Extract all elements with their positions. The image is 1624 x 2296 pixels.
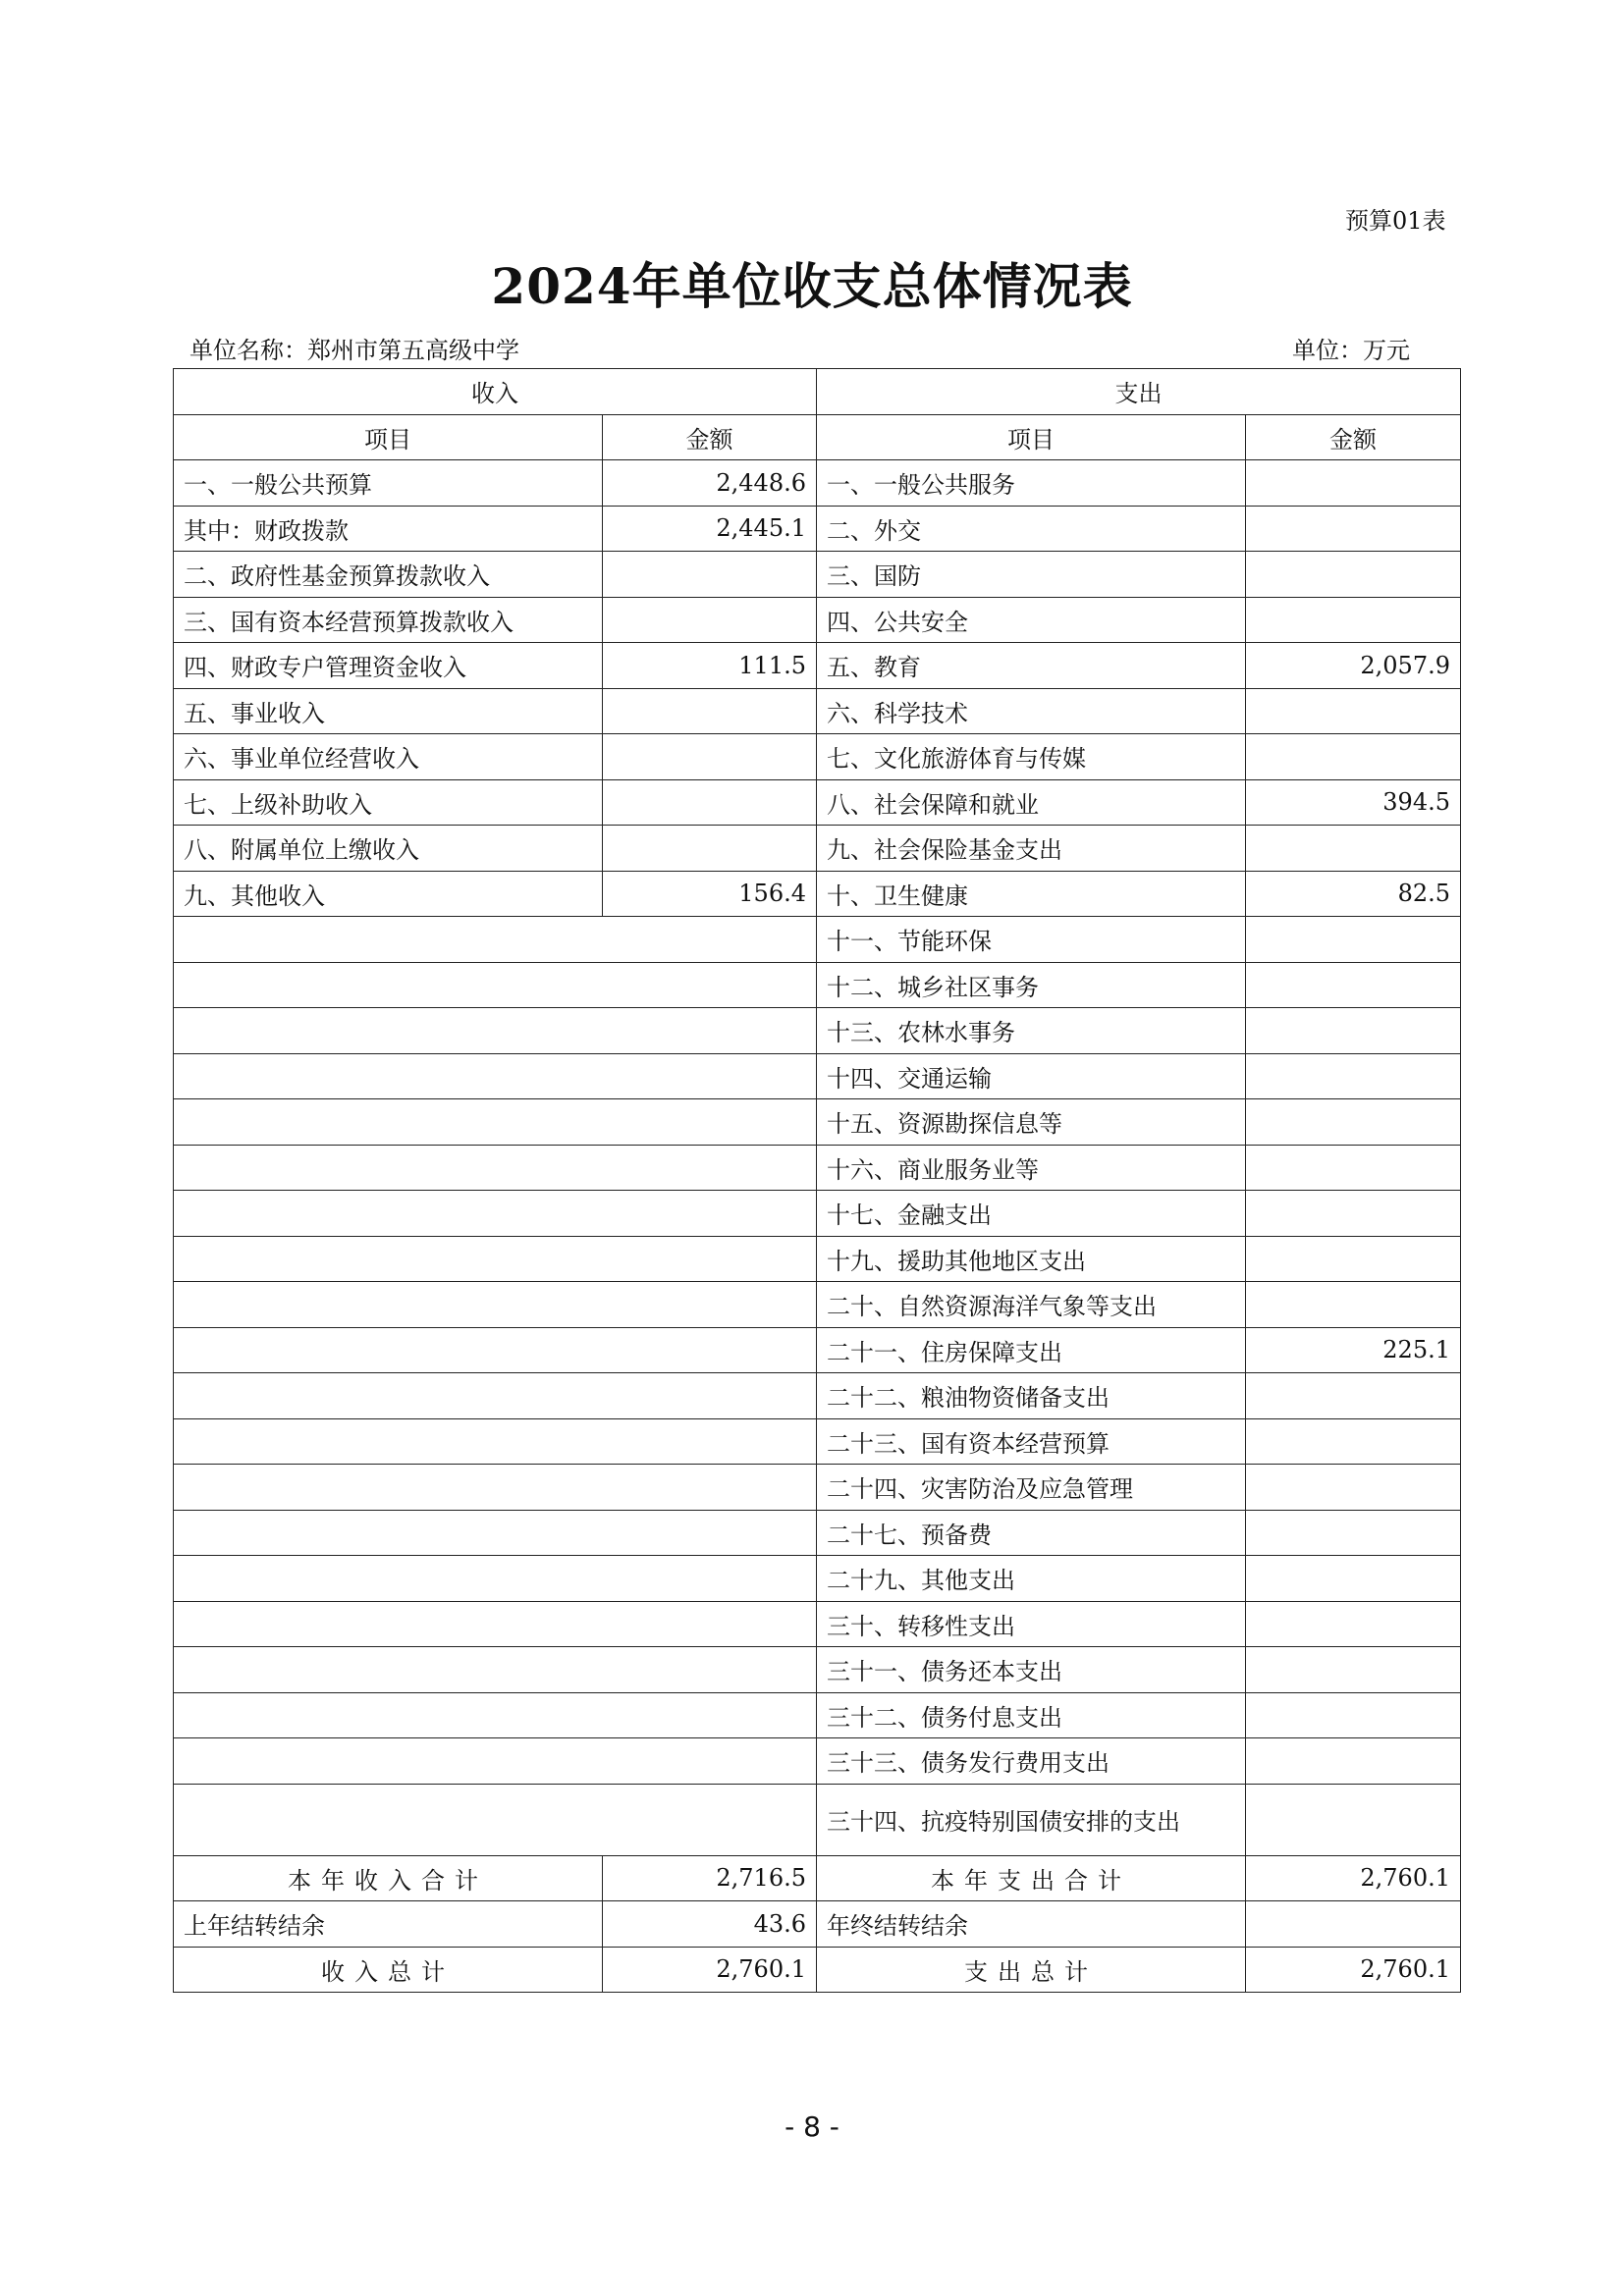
expense-amount: 225.1 xyxy=(1246,1327,1461,1373)
expense-item: 一、一般公共服务 xyxy=(817,460,1246,507)
expense-amount xyxy=(1246,1738,1461,1785)
table-row xyxy=(174,1738,1461,1785)
expense-amount xyxy=(1246,1053,1461,1099)
expense-item: 二十一、住房保障支出 xyxy=(817,1327,1246,1373)
income-item: 其中：财政拨款 xyxy=(174,506,603,552)
expense-amount: 2,057.9 xyxy=(1246,643,1461,689)
income-amount: 2,448.6 xyxy=(603,460,817,507)
expense-item: 三十、转移性支出 xyxy=(817,1601,1246,1647)
expense-amount xyxy=(1246,1418,1461,1465)
table-row xyxy=(174,1327,1461,1373)
expense-amount xyxy=(1246,1099,1461,1146)
empty-income-cell xyxy=(174,1145,817,1191)
income-item: 九、其他收入 xyxy=(174,871,603,917)
empty-income-cell xyxy=(174,1418,817,1465)
expense-amount xyxy=(1246,1465,1461,1511)
table-row xyxy=(174,1465,1461,1511)
empty-income-cell xyxy=(174,1373,817,1419)
table-row xyxy=(174,597,1461,643)
expense-item: 十五、资源勘探信息等 xyxy=(817,1099,1246,1146)
empty-income-cell xyxy=(174,1647,817,1693)
expense-item: 二十三、国有资本经营预算 xyxy=(817,1418,1246,1465)
income-amount: 156.4 xyxy=(603,871,817,917)
carryover-amount: 43.6 xyxy=(603,1901,817,1948)
form-id: 预算01表 xyxy=(1345,207,1446,235)
income-year-total-amount: 2,716.5 xyxy=(603,1855,817,1901)
expense-amount xyxy=(1246,552,1461,598)
empty-income-cell xyxy=(174,1327,817,1373)
unit-label: 单位：万元 xyxy=(1292,337,1410,364)
table-row xyxy=(174,1191,1461,1237)
table-row xyxy=(174,552,1461,598)
income-year-total-label: 本年收入合计 xyxy=(174,1855,603,1901)
expense-header: 支出 xyxy=(817,369,1461,415)
expense-item: 二十七、预备费 xyxy=(817,1510,1246,1556)
table-row xyxy=(174,871,1461,917)
empty-income-cell xyxy=(174,1784,817,1855)
table-row xyxy=(174,1647,1461,1693)
income-amount xyxy=(603,688,817,734)
income-grand-total-label: 收入总计 xyxy=(174,1947,603,1993)
income-amount xyxy=(603,597,817,643)
table-row xyxy=(174,1008,1461,1054)
carryover-label: 上年结转结余 xyxy=(174,1901,603,1948)
income-item-header: 项目 xyxy=(174,414,603,460)
table-row xyxy=(174,1053,1461,1099)
expense-amount: 394.5 xyxy=(1246,779,1461,826)
empty-income-cell xyxy=(174,1692,817,1738)
table-row xyxy=(174,1145,1461,1191)
year-end-amount xyxy=(1246,1901,1461,1948)
expense-amount xyxy=(1246,1008,1461,1054)
budget-table xyxy=(173,368,1461,1993)
column-header-row xyxy=(174,414,1461,460)
expense-amount xyxy=(1246,1647,1461,1693)
table-row xyxy=(174,643,1461,689)
empty-income-cell xyxy=(174,1191,817,1237)
expense-amount xyxy=(1246,597,1461,643)
empty-income-cell xyxy=(174,1053,817,1099)
income-item: 二、政府性基金预算拨款收入 xyxy=(174,552,603,598)
page-title: 2024年单位收支总体情况表 xyxy=(491,257,1133,315)
expense-item: 三十二、债务付息支出 xyxy=(817,1692,1246,1738)
income-amount xyxy=(603,552,817,598)
expense-item: 五、教育 xyxy=(817,643,1246,689)
expense-amount xyxy=(1246,1510,1461,1556)
expense-grand-total-amount: 2,760.1 xyxy=(1246,1947,1461,1993)
empty-income-cell xyxy=(174,1099,817,1146)
expense-amount xyxy=(1246,1601,1461,1647)
expense-item: 十六、商业服务业等 xyxy=(817,1145,1246,1191)
income-amount xyxy=(603,826,817,872)
table-row xyxy=(174,779,1461,826)
year-end-label: 年终结转结余 xyxy=(817,1901,1246,1948)
table-row xyxy=(174,1692,1461,1738)
table-row xyxy=(174,1236,1461,1282)
expense-amount xyxy=(1246,734,1461,780)
grand-total-row xyxy=(174,1947,1461,1993)
income-amount xyxy=(603,779,817,826)
table-row xyxy=(174,1418,1461,1465)
income-item: 七、上级补助收入 xyxy=(174,779,603,826)
empty-income-cell xyxy=(174,1008,817,1054)
empty-income-cell xyxy=(174,1601,817,1647)
expense-amount xyxy=(1246,962,1461,1008)
expense-item: 三十四、抗疫特别国债安排的支出 xyxy=(817,1784,1246,1855)
table-row xyxy=(174,460,1461,507)
empty-income-cell xyxy=(174,962,817,1008)
expense-amount: 82.5 xyxy=(1246,871,1461,917)
expense-item: 十三、农林水事务 xyxy=(817,1008,1246,1054)
income-grand-total-amount: 2,760.1 xyxy=(603,1947,817,1993)
table-row xyxy=(174,1556,1461,1602)
expense-item: 十、卫生健康 xyxy=(817,871,1246,917)
expense-year-total-amount: 2,760.1 xyxy=(1246,1855,1461,1901)
carryover-row xyxy=(174,1901,1461,1948)
income-amount-header: 金额 xyxy=(603,414,817,460)
table-row xyxy=(174,1601,1461,1647)
income-header: 收入 xyxy=(174,369,817,415)
table-row xyxy=(174,917,1461,963)
expense-amount xyxy=(1246,1236,1461,1282)
table-row xyxy=(174,962,1461,1008)
expense-item: 二、外交 xyxy=(817,506,1246,552)
expense-item: 三、国防 xyxy=(817,552,1246,598)
income-item: 五、事业收入 xyxy=(174,688,603,734)
expense-amount xyxy=(1246,460,1461,507)
expense-item: 十九、援助其他地区支出 xyxy=(817,1236,1246,1282)
table-row xyxy=(174,1373,1461,1419)
expense-amount-header: 金额 xyxy=(1246,414,1461,460)
expense-item: 二十、自然资源海洋气象等支出 xyxy=(817,1282,1246,1328)
expense-grand-total-label: 支出总计 xyxy=(817,1947,1246,1993)
expense-item: 二十四、灾害防治及应急管理 xyxy=(817,1465,1246,1511)
empty-income-cell xyxy=(174,1738,817,1785)
empty-income-cell xyxy=(174,1510,817,1556)
income-amount: 111.5 xyxy=(603,643,817,689)
income-item: 三、国有资本经营预算拨款收入 xyxy=(174,597,603,643)
empty-income-cell xyxy=(174,1282,817,1328)
expense-amount xyxy=(1246,1556,1461,1602)
expense-amount xyxy=(1246,1145,1461,1191)
table-row xyxy=(174,1282,1461,1328)
income-item: 四、财政专户管理资金收入 xyxy=(174,643,603,689)
unit-name: 单位名称：郑州市第五高级中学 xyxy=(189,337,519,364)
expense-amount xyxy=(1246,917,1461,963)
year-total-row xyxy=(174,1855,1461,1901)
empty-income-cell xyxy=(174,1556,817,1602)
expense-amount xyxy=(1246,1784,1461,1855)
table-row xyxy=(174,1510,1461,1556)
page-number: - 8 - xyxy=(785,2110,839,2143)
expense-item: 九、社会保险基金支出 xyxy=(817,826,1246,872)
expense-item: 十二、城乡社区事务 xyxy=(817,962,1246,1008)
table-row xyxy=(174,1099,1461,1146)
section-header-row xyxy=(174,369,1461,415)
income-item: 六、事业单位经营收入 xyxy=(174,734,603,780)
income-item: 八、附属单位上缴收入 xyxy=(174,826,603,872)
expense-item: 二十二、粮油物资储备支出 xyxy=(817,1373,1246,1419)
expense-amount xyxy=(1246,826,1461,872)
expense-amount xyxy=(1246,688,1461,734)
income-item: 一、一般公共预算 xyxy=(174,460,603,507)
expense-amount xyxy=(1246,506,1461,552)
table-row xyxy=(174,826,1461,872)
empty-income-cell xyxy=(174,1236,817,1282)
expense-amount xyxy=(1246,1373,1461,1419)
expense-item: 十七、金融支出 xyxy=(817,1191,1246,1237)
table-row xyxy=(174,688,1461,734)
expense-amount xyxy=(1246,1191,1461,1237)
expense-amount xyxy=(1246,1692,1461,1738)
expense-item: 八、社会保障和就业 xyxy=(817,779,1246,826)
expense-item: 二十九、其他支出 xyxy=(817,1556,1246,1602)
table-row xyxy=(174,1784,1461,1855)
expense-item: 六、科学技术 xyxy=(817,688,1246,734)
expense-item: 十四、交通运输 xyxy=(817,1053,1246,1099)
expense-year-total-label: 本年支出合计 xyxy=(817,1855,1246,1901)
expense-item: 十一、节能环保 xyxy=(817,917,1246,963)
income-amount: 2,445.1 xyxy=(603,506,817,552)
expense-item: 三十一、债务还本支出 xyxy=(817,1647,1246,1693)
empty-income-cell xyxy=(174,917,817,963)
table-row xyxy=(174,734,1461,780)
expense-item: 七、文化旅游体育与传媒 xyxy=(817,734,1246,780)
empty-income-cell xyxy=(174,1465,817,1511)
expense-item-header: 项目 xyxy=(817,414,1246,460)
expense-item: 四、公共安全 xyxy=(817,597,1246,643)
income-amount xyxy=(603,734,817,780)
expense-amount xyxy=(1246,1282,1461,1328)
expense-item: 三十三、债务发行费用支出 xyxy=(817,1738,1246,1785)
table-row xyxy=(174,506,1461,552)
